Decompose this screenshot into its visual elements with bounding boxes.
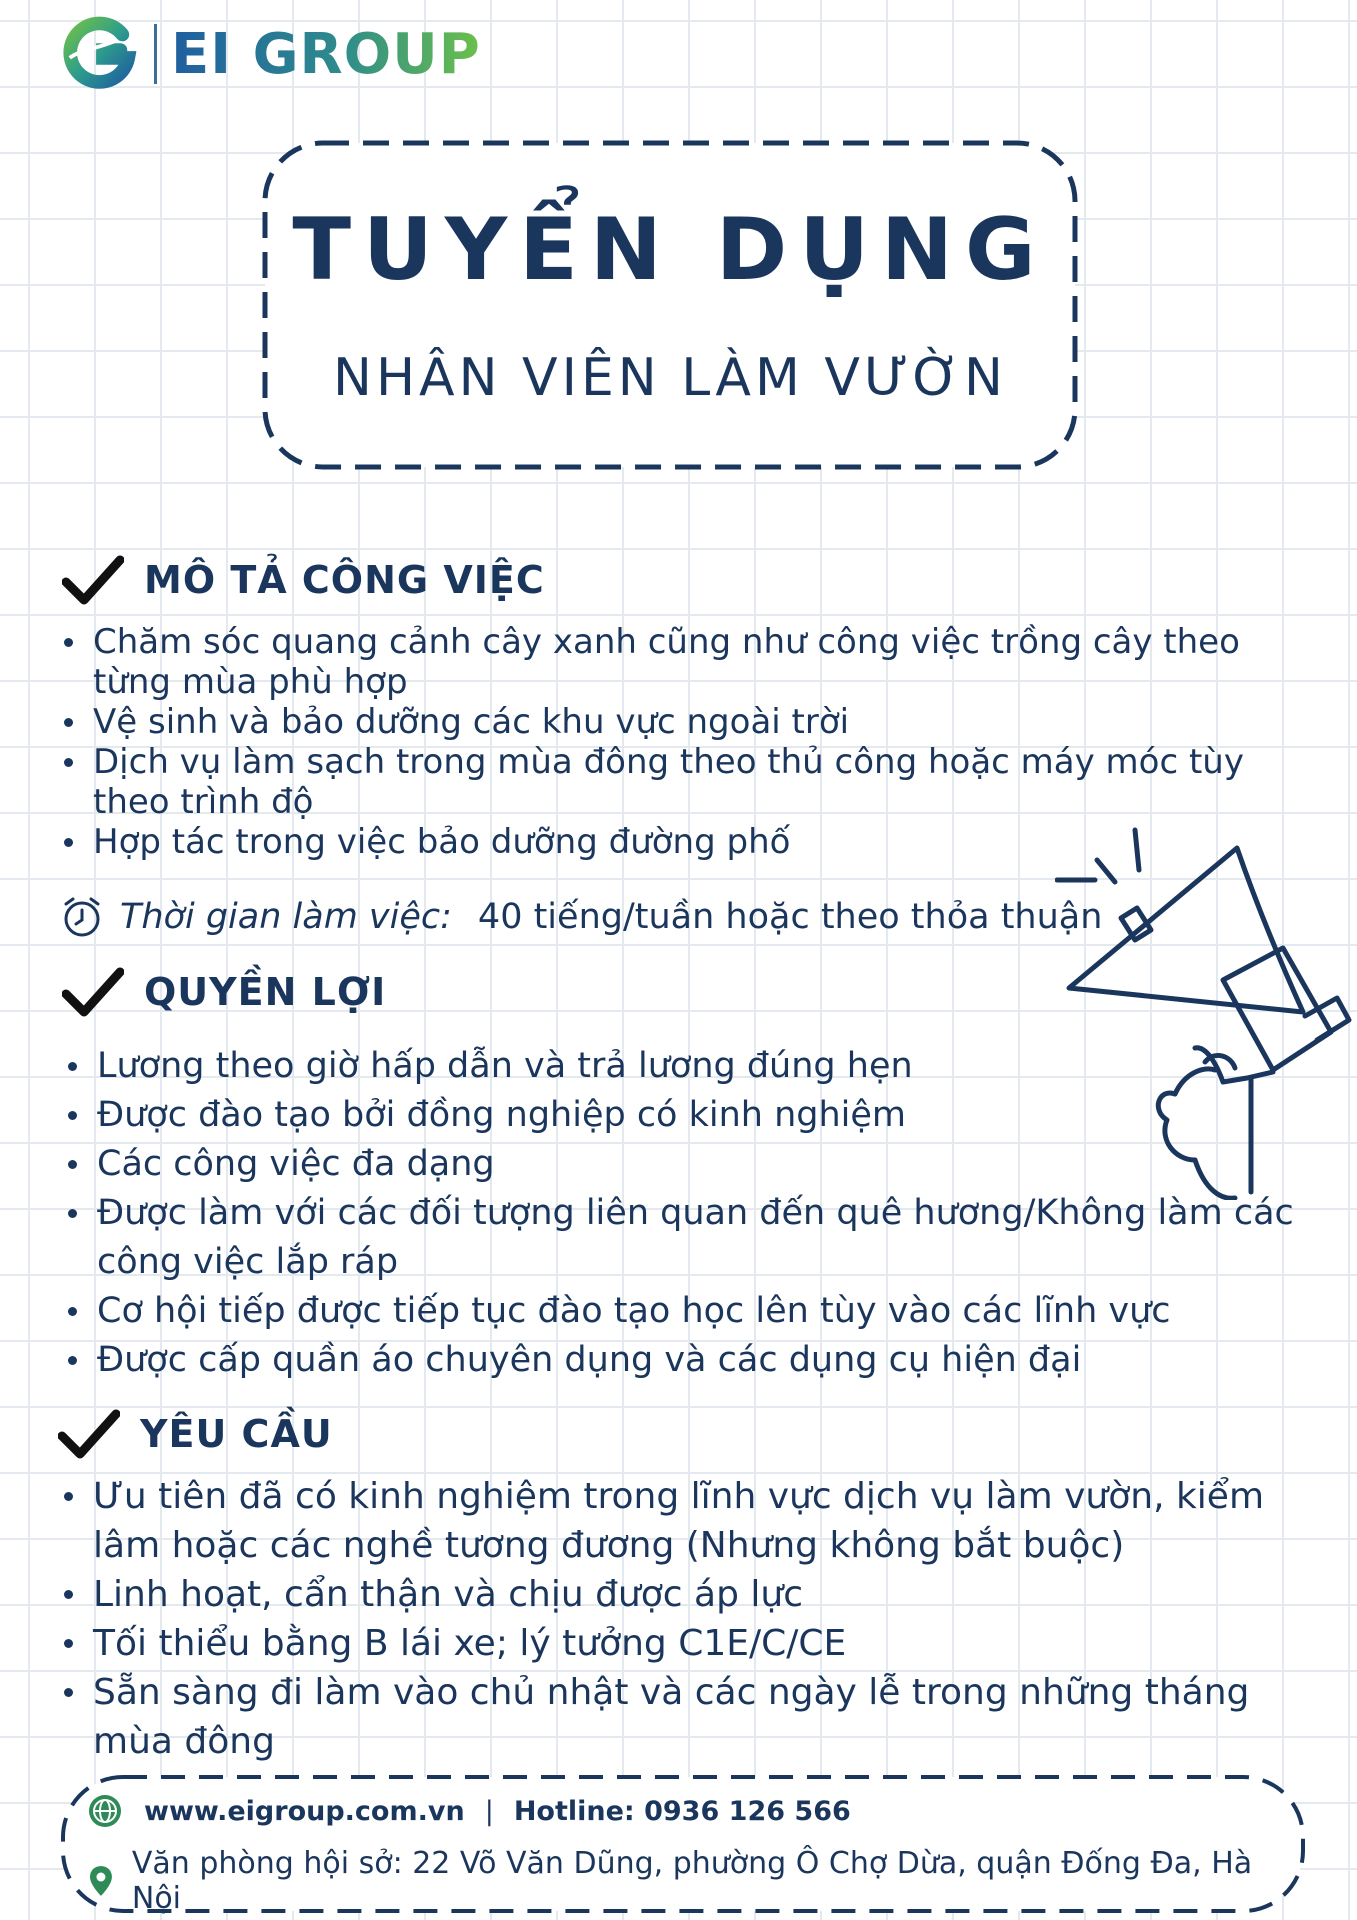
location-pin-icon: [88, 1864, 114, 1898]
working-time-label: Thời gian làm việc:: [120, 897, 452, 937]
check-icon: [58, 1408, 120, 1460]
address-line: [88, 1846, 1306, 1916]
list-item: Vệ sinh và bảo dưỡng các khu vực ngoài trời: [62, 702, 1302, 742]
requirements-list: [62, 1472, 1332, 1766]
globe-icon: [88, 1794, 122, 1828]
page-title: TUYỂN DỤNG: [292, 200, 1048, 300]
office-address: Văn phòng hội sở: 22 Võ Văn Dũng, phường Ô Chợ Dừa, quận Đống Đa, Hà Nội: [131, 1846, 1253, 1916]
list-item: Chăm sóc quang cảnh cây xanh cũng như công việc trồng cây theo từng mùa phù hợp: [62, 622, 1302, 702]
job-title: NHÂN VIÊN LÀM VƯỜN: [333, 348, 1007, 408]
contact-line: [88, 1794, 851, 1828]
dashed-frame: [262, 140, 1078, 470]
list-item: Linh hoạt, cẩn thận và chịu được áp lực: [62, 1570, 1332, 1619]
list-item: Lương theo giờ hấp dẫn và trả lương đúng hẹn: [66, 1042, 1336, 1091]
section-title: MÔ TẢ CÔNG VIỆC: [144, 558, 545, 602]
list-item: Sẵn sàng đi làm vào chủ nhật và các ngày lễ trong những tháng mùa đông: [62, 1668, 1332, 1766]
check-icon: [62, 966, 124, 1018]
ei-group-logo-icon: [60, 15, 138, 93]
list-item: Ưu tiên đã có kinh nghiệm trong lĩnh vực dịch vụ làm vườn, kiểm lâm hoặc các nghề tương đương (Nhưng không bắt buộc): [62, 1472, 1332, 1570]
working-time: [62, 896, 1102, 938]
section-title: QUYỀN LỢI: [144, 970, 387, 1014]
section-requirements-heading: [58, 1408, 333, 1460]
list-item: Các công việc đa dạng: [66, 1140, 1336, 1189]
separator: |: [484, 1795, 494, 1827]
brand-name: EI GROUP: [171, 21, 481, 87]
logo-divider: [154, 24, 157, 84]
working-time-value: 40 tiếng/tuần hoặc theo thỏa thuận: [477, 897, 1103, 937]
benefits-list: [66, 1042, 1336, 1385]
list-item: Được làm với các đối tượng liên quan đến quê hương/Không làm các công việc lắp ráp: [66, 1189, 1336, 1287]
list-item: Tối thiểu bằng B lái xe; lý tưởng C1E/C/CE: [62, 1619, 1332, 1668]
company-logo: [60, 14, 481, 94]
list-item: Được đào tạo bởi đồng nghiệp có kinh nghiệm: [66, 1091, 1336, 1140]
check-icon: [62, 554, 124, 606]
section-benefits-heading: [62, 966, 386, 1018]
hotline[interactable]: Hotline: 0936 126 566: [513, 1795, 851, 1827]
clock-icon: [62, 896, 102, 938]
list-item: Dịch vụ làm sạch trong mùa đông theo thủ công hoặc máy móc tùy theo trình độ: [62, 742, 1302, 822]
section-description-heading: [62, 554, 545, 606]
contact-footer: [60, 1774, 1306, 1914]
website-link[interactable]: www.eigroup.com.vn: [144, 1795, 465, 1827]
list-item: Cơ hội tiếp được tiếp tục đào tạo học lên tùy vào các lĩnh vực: [66, 1287, 1336, 1336]
list-item: Hợp tác trong việc bảo dưỡng đường phố: [62, 822, 1302, 862]
title-box: [262, 140, 1078, 470]
section-title: YÊU CẦU: [140, 1412, 333, 1456]
list-item: Được cấp quần áo chuyên dụng và các dụng cụ hiện đại: [66, 1336, 1336, 1385]
